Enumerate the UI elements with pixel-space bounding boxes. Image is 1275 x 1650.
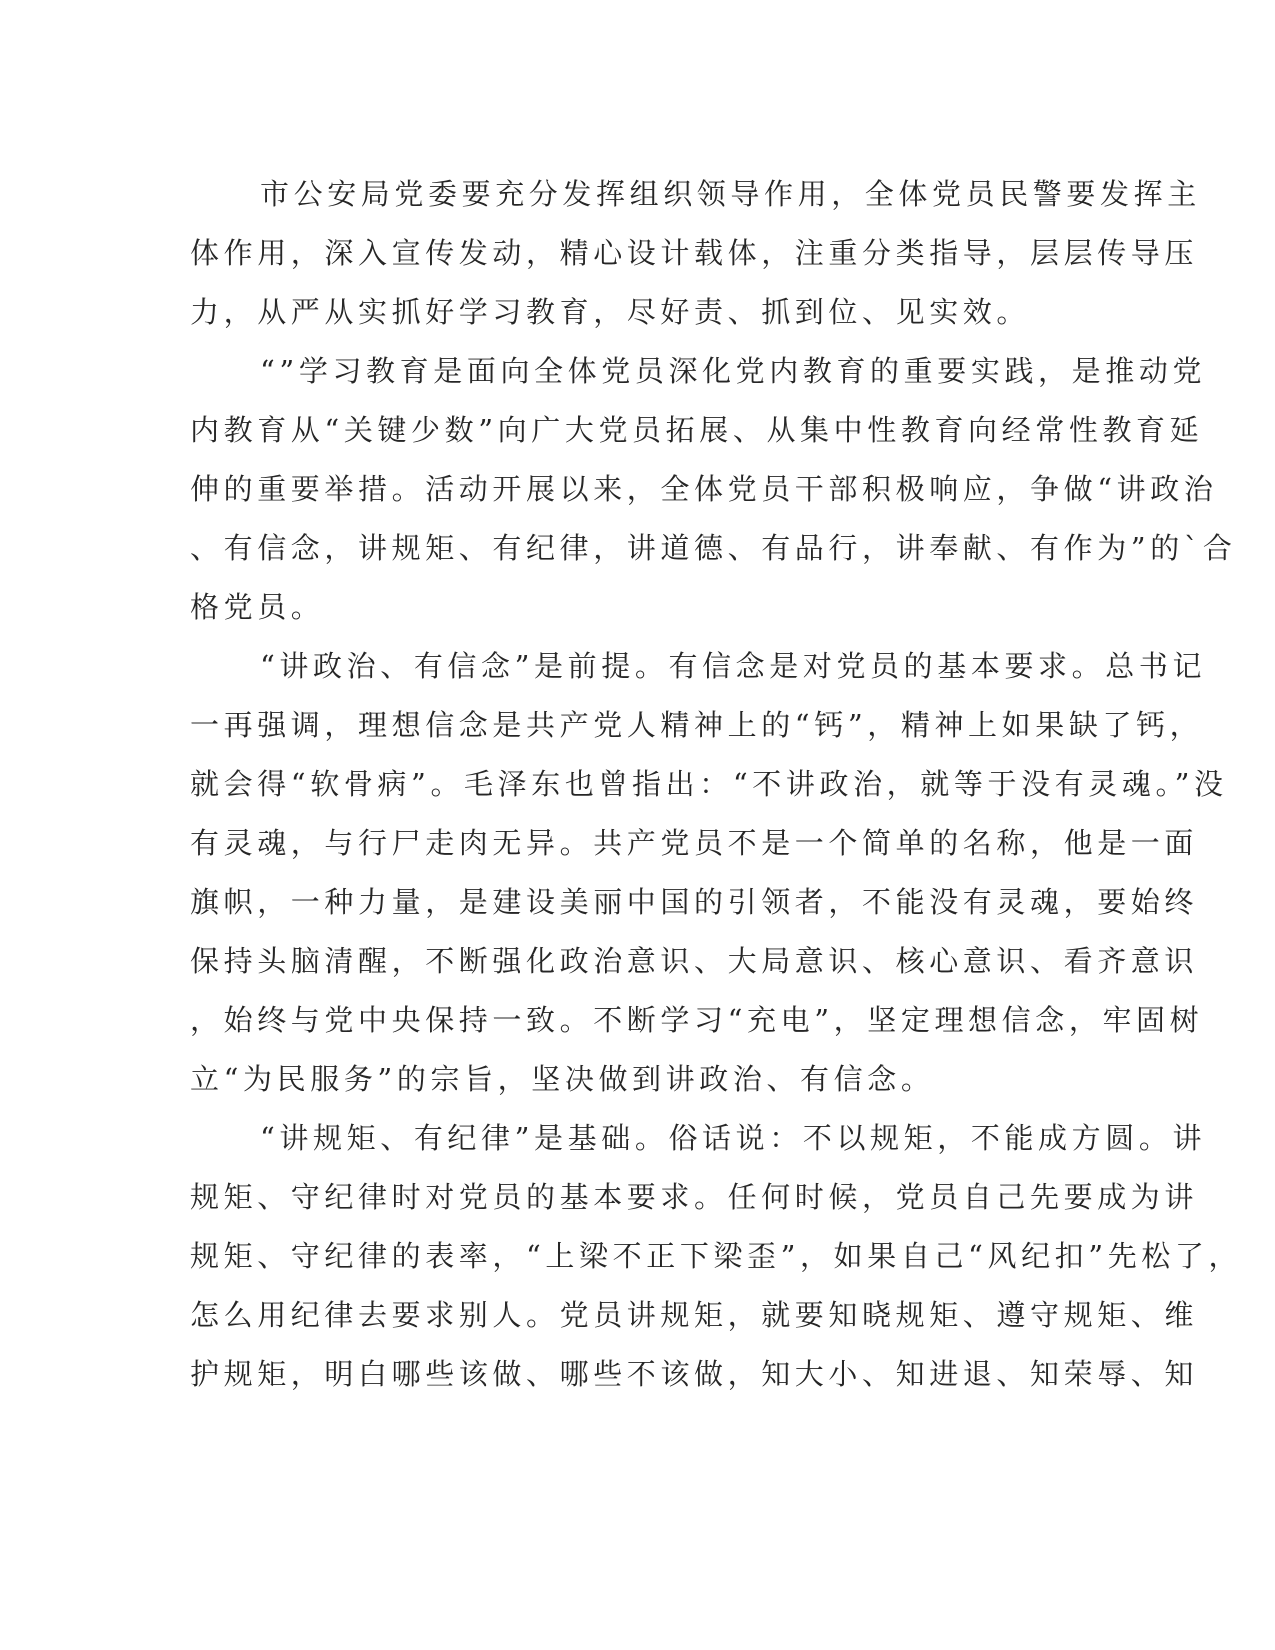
paragraph-line: “讲政治、有信念”是前提。有信念是对党员的基本要求。总书记 xyxy=(260,649,1207,683)
paragraph-line: 一再强调，理想信念是共产党人精神上的“钙”，精神上如果缺了钙， xyxy=(190,708,1204,742)
paragraph-line: 有灵魂，与行尸走肉无异。共产党员不是一个简单的名称，他是一面 xyxy=(190,826,1199,860)
paragraph-line: “”学习教育是面向全体党员深化党内教育的重要实践，是推动党 xyxy=(260,354,1207,388)
paragraph-line: ，始终与党中央保持一致。不断学习“充电”，坚定理想信念，牢固树 xyxy=(190,1003,1204,1037)
paragraph-line: 规矩、守纪律时对党员的基本要求。任何时候，党员自己先要成为讲 xyxy=(190,1180,1199,1214)
body-text xyxy=(190,165,1243,1404)
paragraph-line: 就会得“软骨病”。毛泽东也曾指出：“不讲政治，就等于没有灵魂。”没 xyxy=(190,767,1228,801)
paragraph-line: “讲规矩、有纪律”是基础。俗话说：不以规矩，不能成方圆。讲 xyxy=(260,1121,1207,1155)
paragraph-line: 内教育从“关键少数”向广大党员拓展、从集中性教育向经常性教育延 xyxy=(190,413,1204,447)
paragraph-line: 旗帜，一种力量，是建设美丽中国的引领者，不能没有灵魂，要始终 xyxy=(190,885,1199,919)
paragraph-line: 保持头脑清醒，不断强化政治意识、大局意识、核心意识、看齐意识 xyxy=(190,944,1199,978)
paragraph-line: 力，从严从实抓好学习教育，尽好责、抓到位、见实效。 xyxy=(190,295,1031,329)
paragraph-line: 市公安局党委要充分发挥组织领导作用，全体党员民警要发挥主 xyxy=(260,177,1201,211)
paragraph-line: 格党员。 xyxy=(190,590,325,624)
paragraph-line: 规矩、守纪律的表率，“上梁不正下梁歪”，如果自己“风纪扣”先松了， xyxy=(190,1239,1243,1273)
paragraph-line: 立“为民服务”的宗旨，坚决做到讲政治、有信念。 xyxy=(190,1062,935,1096)
paragraph-line: 伸的重要举措。活动开展以来，全体党员干部积极响应，争做“讲政治 xyxy=(190,472,1218,506)
paragraph-line: 怎么用纪律去要求别人。党员讲规矩，就要知晓规矩、遵守规矩、维 xyxy=(190,1298,1199,1332)
paragraph-line: 护规矩，明白哪些该做、哪些不该做，知大小、知进退、知荣辱、知 xyxy=(190,1357,1199,1391)
paragraph-line: 、有信念，讲规矩、有纪律，讲道德、有品行，讲奉献、有作为”的`合 xyxy=(190,531,1237,565)
paragraph-line: 体作用，深入宣传发动，精心设计载体，注重分类指导，层层传导压 xyxy=(190,236,1199,270)
